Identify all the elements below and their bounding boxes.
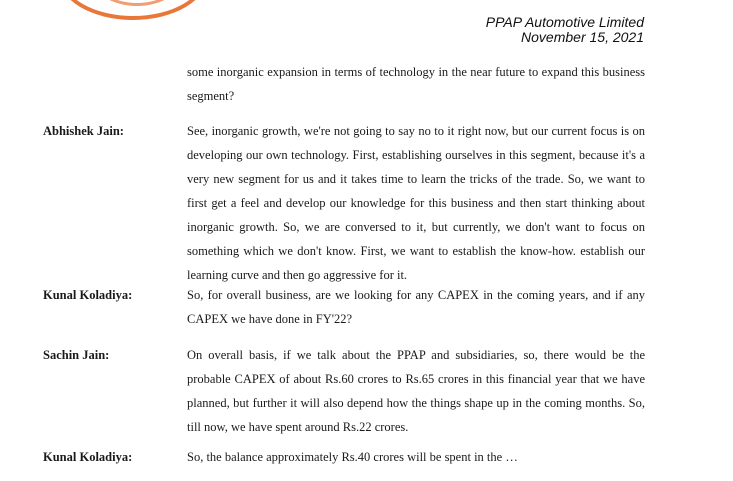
continuation-text: some inorganic expansion in terms of technology in the near future to expand this business segment? <box>187 65 645 103</box>
speaker-name: Abhishek Jain: <box>43 124 124 138</box>
company-name: PPAP Automotive Limited <box>485 14 644 30</box>
speaker-name: Sachin Jain: <box>43 348 110 362</box>
transcript-date: November 15, 2021 <box>521 29 644 45</box>
speaker-text: On overall basis, if we talk about the PPAP and subsidiaries, so, there would be the probable CAPEX of about Rs.60 crores to Rs.65 crores in this financial year that we have planned, but further it will also depend how the things shape up in the coming months. So, till now, we have spent around Rs.22 crores. <box>187 348 645 434</box>
speaker-name: Kunal Koladiya: <box>43 450 133 464</box>
speaker-text: So, the balance approximately Rs.40 crores will be spent in the … <box>187 450 518 464</box>
speaker-text: See, inorganic growth, we're not going to say no to it right now, but our current focus is on developing our own technology. First, establishing ourselves in this segment, because it's a very new segment for us and it takes time to learn the tricks of the trade. So, we want to first get a feel and develop our knowledge for this business and then start thinking about inorganic growth. So, we are conversed to it, but currently, we don't want to focus on something which we don't know. First, we want to establish the know-how. establish our learning curve and then go aggressive for it. <box>187 124 645 282</box>
speaker-text: So, for overall business, are we looking for any CAPEX in the coming years, and if any CAPEX we have done in FY'22? <box>187 288 645 326</box>
speaker-name: Kunal Koladiya: <box>43 288 133 302</box>
page-header <box>486 15 644 45</box>
